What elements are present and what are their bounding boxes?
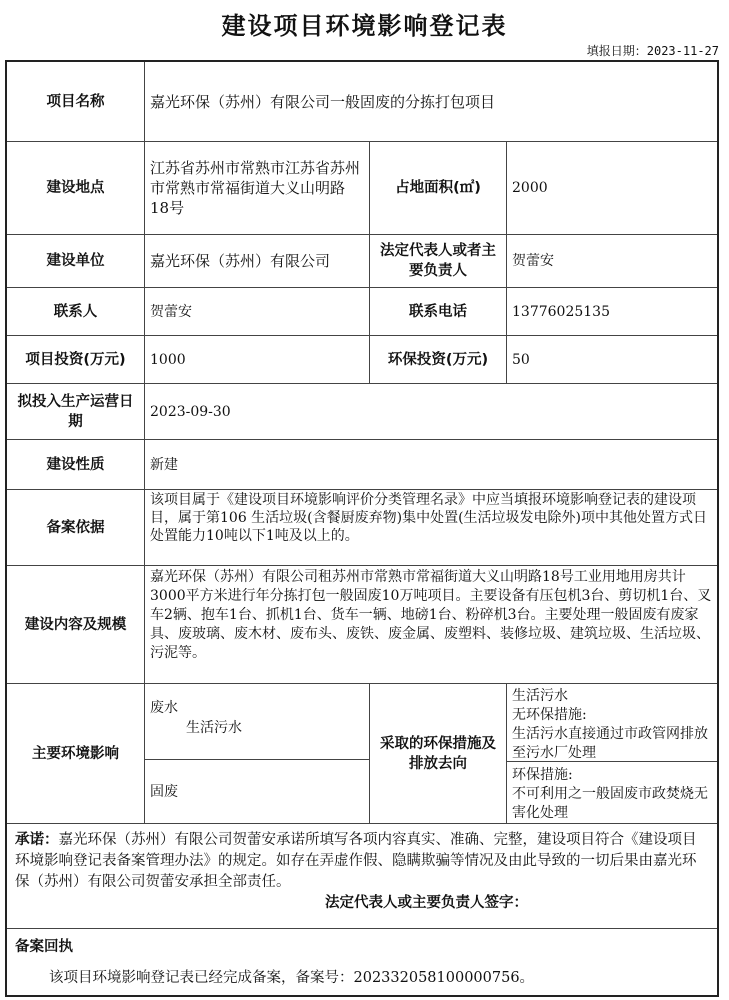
start-date-value: 2023-09-30 xyxy=(145,384,717,440)
content-value: 嘉光环保（苏州）有限公司租苏州市常熟市常福街道大义山明路18号工业用地用房共计3000平方米进行年分拣打包一般固废10万吨项目。主要设备有压包机3台、剪切机1台、叉车2辆、抱车1台、抓机1台、货车一辆、地磅1台、粉碎机3台。主要处理一般固废有废家具、废玻璃、废木材、废布头、废铁、废金属、废塑料、装修垃圾、建筑垃圾、生活垃圾、污泥等。 xyxy=(145,566,717,684)
solid-waste-label: 固废 xyxy=(145,760,370,824)
fill-date-value: 2023-11-27 xyxy=(646,44,719,58)
measures-label: 采取的环保措施及排放去向 xyxy=(370,684,507,824)
investment-value: 1000 xyxy=(145,336,370,384)
area-value: 2000 xyxy=(507,142,717,235)
area-label: 占地面积(㎡) xyxy=(370,142,507,235)
wastewater-measure-line-1: 生活污水 xyxy=(512,688,568,704)
builder-value: 嘉光环保（苏州）有限公司 xyxy=(145,235,370,288)
builder-label: 建设单位 xyxy=(7,235,145,288)
basis-value: 该项目属于《建设项目环境影响评价分类管理名录》中应当填报环境影响登记表的建设项目，属于第106 生活垃圾(含餐厨废弃物)集中处置(生活垃圾发电除外)项中其他处置方式日处置能力10吨以下1吨及以上的。 xyxy=(145,490,717,566)
pledge-label: 承诺： xyxy=(15,832,59,848)
registration-form-table xyxy=(5,60,719,997)
site-value: 江苏省苏州市常熟市江苏省苏州市常熟市常福街道大义山明路18号 xyxy=(145,142,370,235)
start-date-label: 拟投入生产运营日期 xyxy=(7,384,145,440)
project-name-label: 项目名称 xyxy=(7,62,145,142)
wastewater-measures xyxy=(507,684,717,762)
receipt-text: 该项目环境影响登记表已经完成备案，备案号：202332058100000756。 xyxy=(49,970,535,986)
env-investment-label: 环保投资(万元) xyxy=(370,336,507,384)
receipt-title: 备案回执 xyxy=(15,939,73,955)
representative-value: 贺蕾安 xyxy=(507,235,717,288)
env-investment-value: 50 xyxy=(507,336,717,384)
wastewater-label: 废水 xyxy=(150,700,178,716)
wastewater-item: 生活污水 xyxy=(186,720,242,736)
receipt-section xyxy=(7,929,717,995)
basis-label: 备案依据 xyxy=(7,490,145,566)
form-title: 建设项目环境影响登记表 xyxy=(221,12,508,40)
pledge-section xyxy=(7,824,717,929)
solid-measure-line-2: 不可利用之一般固废市政焚烧无害化处理 xyxy=(512,786,708,821)
wastewater-measure-line-3: 生活污水直接通过市政管网排放至污水厂处理 xyxy=(512,726,708,761)
solid-measure-line-1: 环保措施: xyxy=(512,767,573,783)
fill-date xyxy=(587,42,719,59)
nature-label: 建设性质 xyxy=(7,440,145,490)
phone-value: 13776025135 xyxy=(507,288,717,336)
investment-label: 项目投资(万元) xyxy=(7,336,145,384)
impact-label: 主要环境影响 xyxy=(7,684,145,824)
wastewater-cell xyxy=(145,684,370,760)
project-name-value: 嘉光环保（苏州）有限公司一般固废的分拣打包项目 xyxy=(145,62,717,142)
wastewater-measure-line-2: 无环保措施: xyxy=(512,707,587,723)
solid-waste-measures xyxy=(507,762,717,824)
site-label: 建设地点 xyxy=(7,142,145,235)
pledge-text: 嘉光环保（苏州）有限公司贺蕾安承诺所填写各项内容真实、准确、完整，建设项目符合《建设项目环境影响登记表备案管理办法》的规定。如存在弄虚作假、隐瞒欺骗等情况及由此导致的一切后果由嘉光环保（苏州）有限公司贺蕾安承担全部责任。 xyxy=(15,832,697,890)
content-label: 建设内容及规模 xyxy=(7,566,145,684)
fill-date-label: 填报日期： xyxy=(586,44,647,58)
contact-label: 联系人 xyxy=(7,288,145,336)
contact-value: 贺蕾安 xyxy=(145,288,370,336)
signature-label: 法定代表人或主要负责人签字： xyxy=(325,895,528,911)
phone-label: 联系电话 xyxy=(370,288,507,336)
representative-label: 法定代表人或者主要负责人 xyxy=(370,235,507,288)
nature-value: 新建 xyxy=(145,440,717,490)
